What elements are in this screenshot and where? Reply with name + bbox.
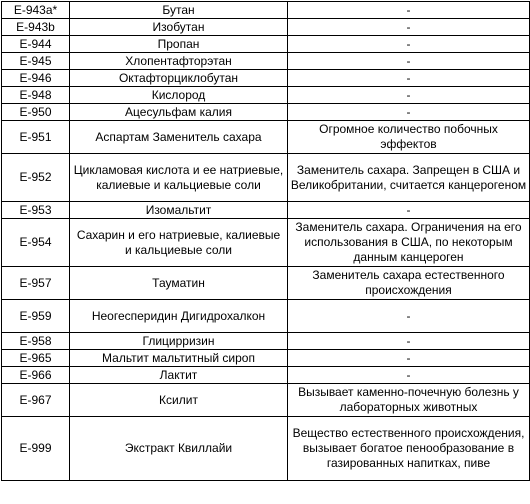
additive-name: Аспартам Заменитель сахара [70, 121, 288, 154]
table-row [2, 300, 530, 333]
additive-code: E-954 [2, 219, 70, 267]
table-row [2, 202, 530, 219]
additive-name: Изомальтит [70, 202, 288, 219]
additive-name: Тауматин [70, 267, 288, 300]
additive-name: Сахарин и его натриевые, калиевые и кальциевые соли [70, 219, 288, 267]
additive-code: E-948 [2, 87, 70, 104]
additive-note: Вызывает каменно-почечную болезнь у лабораторных животных [288, 384, 530, 417]
table-row [2, 121, 530, 154]
additive-note: Вещество естественного происхождения, вызывает богатое пенообразование в газированных напитках, пиве [288, 417, 530, 481]
additive-code: E-946 [2, 70, 70, 87]
additive-code: E-957 [2, 267, 70, 300]
additive-code: E-945 [2, 53, 70, 70]
additive-note: - [288, 202, 530, 219]
table-row [2, 384, 530, 417]
additive-code: E-999 [2, 417, 70, 481]
table-body [2, 2, 530, 481]
additive-name: Кислород [70, 87, 288, 104]
additive-note: Заменитель сахара естественного происхождения [288, 267, 530, 300]
additive-name: Бутан [70, 2, 288, 19]
additive-name: Лактит [70, 367, 288, 384]
additive-note: - [288, 333, 530, 350]
additive-code: E-965 [2, 350, 70, 367]
table-row [2, 219, 530, 267]
table-row [2, 350, 530, 367]
additive-name: Хлопентафторэтан [70, 53, 288, 70]
additive-code: E-959 [2, 300, 70, 333]
additive-note: - [288, 350, 530, 367]
table-row [2, 267, 530, 300]
additive-code: E-966 [2, 367, 70, 384]
additive-note: Заменитель сахара. Ограничения на его использования в США, по некоторым данным канцероген [288, 219, 530, 267]
table-row [2, 417, 530, 481]
table-row [2, 87, 530, 104]
food-additives-table [1, 1, 530, 481]
additive-note: - [288, 2, 530, 19]
additive-note: - [288, 367, 530, 384]
table-row [2, 70, 530, 87]
additive-note: - [288, 87, 530, 104]
additive-code: E-952 [2, 154, 70, 202]
additive-name: Неогесперидин Дигидрохалкон [70, 300, 288, 333]
additive-note: Огромное количество побочных эффектов [288, 121, 530, 154]
additive-code: E-944 [2, 36, 70, 53]
table-row [2, 333, 530, 350]
additive-code: E-943a* [2, 2, 70, 19]
additive-name: Октафторциклобутан [70, 70, 288, 87]
additive-name: Пропан [70, 36, 288, 53]
additive-note: - [288, 104, 530, 121]
additive-name: Экстракт Квиллайи [70, 417, 288, 481]
table-row [2, 2, 530, 19]
additive-name: Глицирризин [70, 333, 288, 350]
table-row [2, 104, 530, 121]
additive-code: E-943b [2, 19, 70, 36]
additive-note: - [288, 70, 530, 87]
additive-code: E-950 [2, 104, 70, 121]
table-row [2, 367, 530, 384]
additive-code: E-958 [2, 333, 70, 350]
table-row [2, 154, 530, 202]
additive-note: - [288, 36, 530, 53]
additive-name: Ксилит [70, 384, 288, 417]
additive-note: - [288, 53, 530, 70]
additive-code: E-953 [2, 202, 70, 219]
additive-note: Заменитель сахара. Запрещен в США и Великобритании, считается канцерогеном [288, 154, 530, 202]
additive-note: - [288, 300, 530, 333]
additive-name: Изобутан [70, 19, 288, 36]
additive-note: - [288, 19, 530, 36]
additive-code: E-967 [2, 384, 70, 417]
additive-code: E-951 [2, 121, 70, 154]
table-row [2, 53, 530, 70]
additive-name: Цикламовая кислота и ее натриевые, калиевые и кальциевые соли [70, 154, 288, 202]
table-row [2, 19, 530, 36]
table-row [2, 36, 530, 53]
additive-name: Мальтит мальтитный сироп [70, 350, 288, 367]
additive-name: Ацесульфам калия [70, 104, 288, 121]
